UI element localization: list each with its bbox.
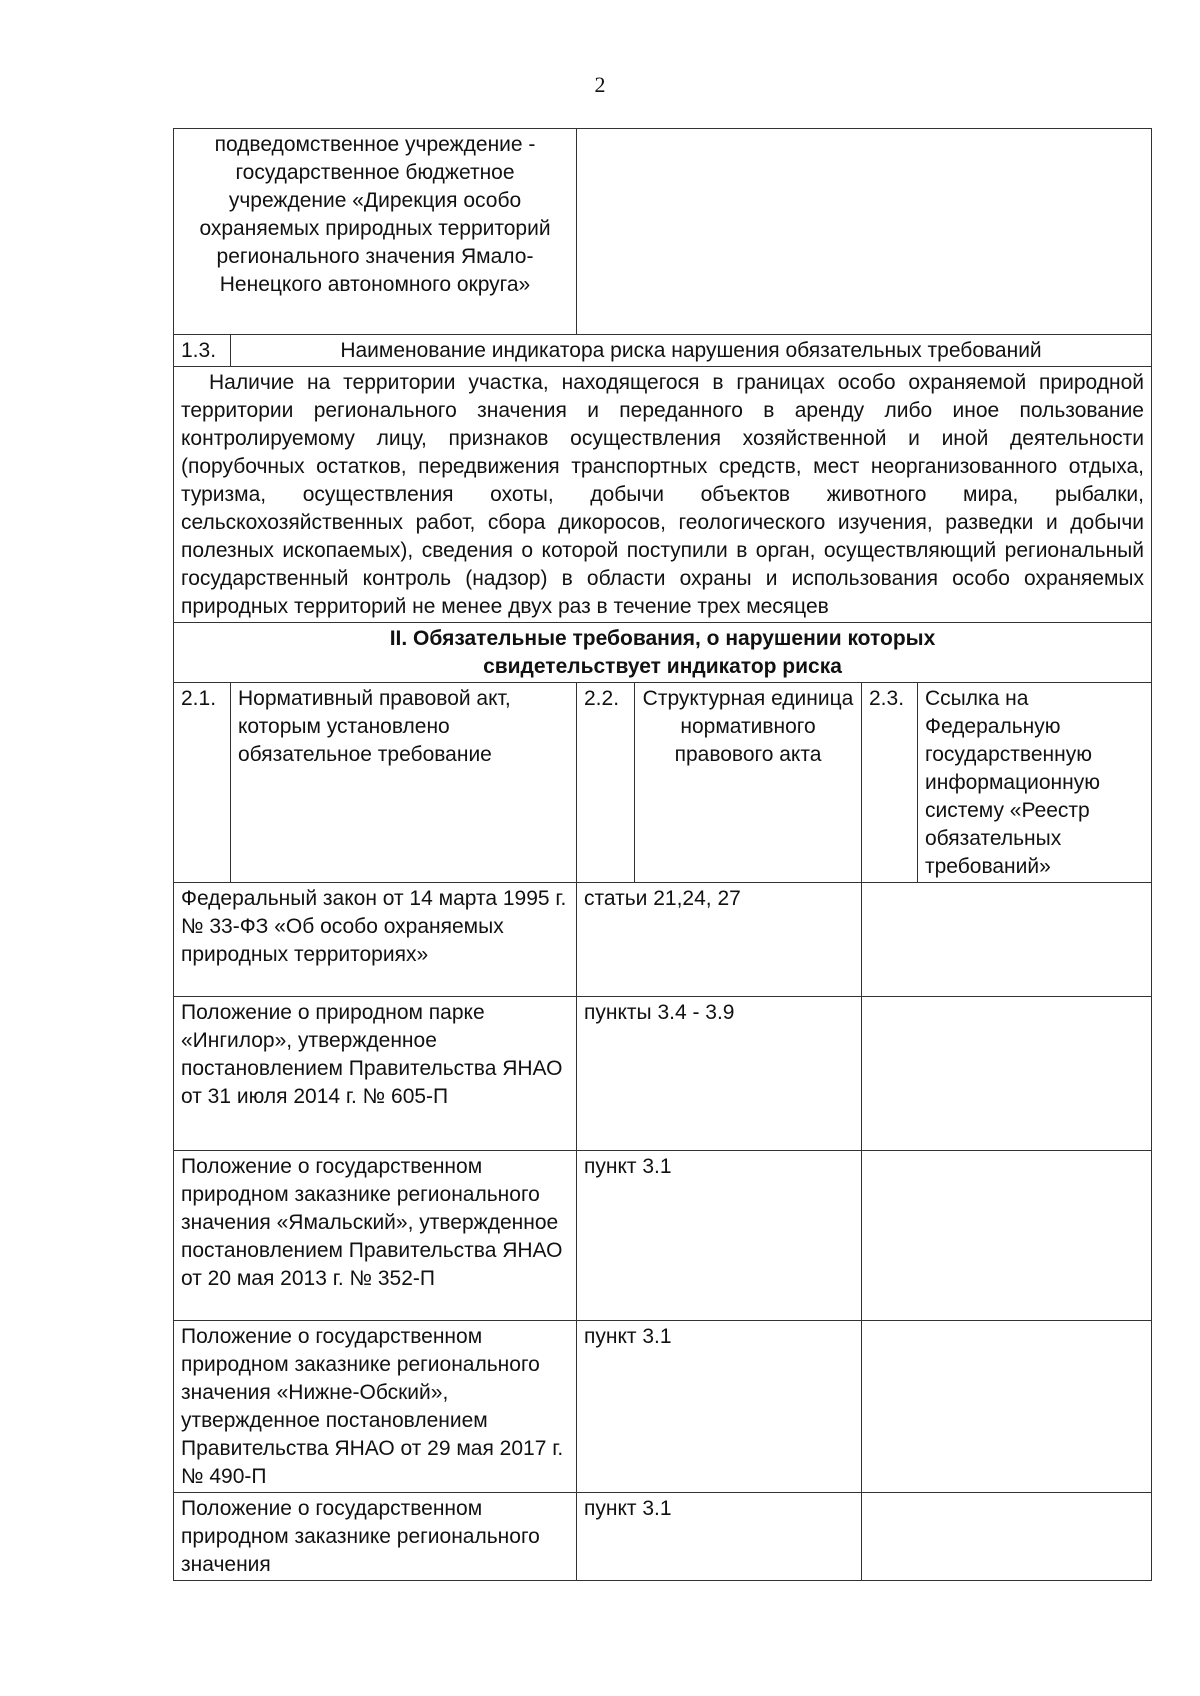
row-unit: статьи 21,24, 27 [577, 883, 862, 997]
row-act: Положение о государственном природном заказнике регионального значения «Ямальский», утвержденное постановлением Правительства ЯНАО от 20 мая 2013 г. № 352-П [174, 1151, 577, 1321]
section2-heading [174, 623, 1152, 683]
header-label-2-2: Структурная единица нормативного правового акта [635, 683, 862, 883]
row-act: Положение о государственном природном заказнике регионального значения «Нижне-Обский», утвержденное постановлением Правительства ЯНАО от 29 мая 2017 г. № 490-П [174, 1321, 577, 1493]
row-link [862, 883, 1152, 997]
row-act: Положение о государственном природном заказнике регионального значения [174, 1493, 577, 1581]
section2-heading-line1: II. Обязательные требования, о нарушении которых [389, 627, 936, 650]
row-unit: пункт 3.1 [577, 1151, 862, 1321]
header-label-2-3: Ссылка на Федеральную государственную информационную систему «Реестр обязательных требований» [918, 683, 1152, 883]
indicator-text-row [174, 367, 1152, 623]
table-row [174, 883, 1152, 997]
row-act: Федеральный закон от 14 марта 1995 г. № 33-ФЗ «Об особо охраняемых природных территориях» [174, 883, 577, 997]
table-row [174, 1151, 1152, 1321]
indicator-number: 1.3. [174, 335, 231, 367]
row-link [862, 1151, 1152, 1321]
table-row [174, 997, 1152, 1151]
row-unit: пункт 3.1 [577, 1493, 862, 1581]
page-number: 2 [594, 72, 606, 97]
row-act: Положение о природном парке «Ингилор», утвержденное постановлением Правительства ЯНАО от 31 июля 2014 г. № 605-П [174, 997, 577, 1151]
requirements-table [173, 128, 1152, 1581]
indicator-title: Наименование индикатора риска нарушения обязательных требований [231, 335, 1152, 367]
org-row [174, 129, 1152, 335]
table-row [174, 1493, 1152, 1581]
header-number-2-1: 2.1. [174, 683, 231, 883]
row-link [862, 1493, 1152, 1581]
table-row [174, 1321, 1152, 1493]
header-label-2-1: Нормативный правовой акт, которым установлено обязательное требование [231, 683, 577, 883]
row-link [862, 997, 1152, 1151]
indicator-text: Наличие на территории участка, находящегося в границах особо охраняемой природной территории регионального значения и переданного в аренду либо иное пользование контролируемому лицу, признаков осуществления хозяйственной и иной деятельности (порубочных остатков, передвижения транспортных средств, мест неорганизованного отдыха, туризма, осуществления охоты, добычи объектов животного мира, рыбалки, сельскохозяйственных работ, сбора дикоросов, геологического изучения, разведки и добычи полезных ископаемых), сведения о которой поступили в орган, осуществляющий региональный государственный контроль (надзор) в области охраны и использования особо охраняемых природных территорий не менее двух раз в течение трех месяцев [174, 367, 1152, 623]
row-unit: пункты 3.4 - 3.9 [577, 997, 862, 1151]
org-cell: подведомственное учреждение - государственное бюджетное учреждение «Дирекция особо охраняемых природных территорий регионального значения Ямало-Ненецкого автономного округа» [174, 129, 577, 335]
header-number-2-2: 2.2. [577, 683, 635, 883]
section2-heading-line2: свидетельствует индикатор риска [483, 655, 842, 678]
row-link [862, 1321, 1152, 1493]
org-empty-cell [577, 129, 1152, 335]
row-unit: пункт 3.1 [577, 1321, 862, 1493]
header-number-2-3: 2.3. [862, 683, 918, 883]
section2-heading-row [174, 623, 1152, 683]
indicator-title-row [174, 335, 1152, 367]
section2-header-row [174, 683, 1152, 883]
